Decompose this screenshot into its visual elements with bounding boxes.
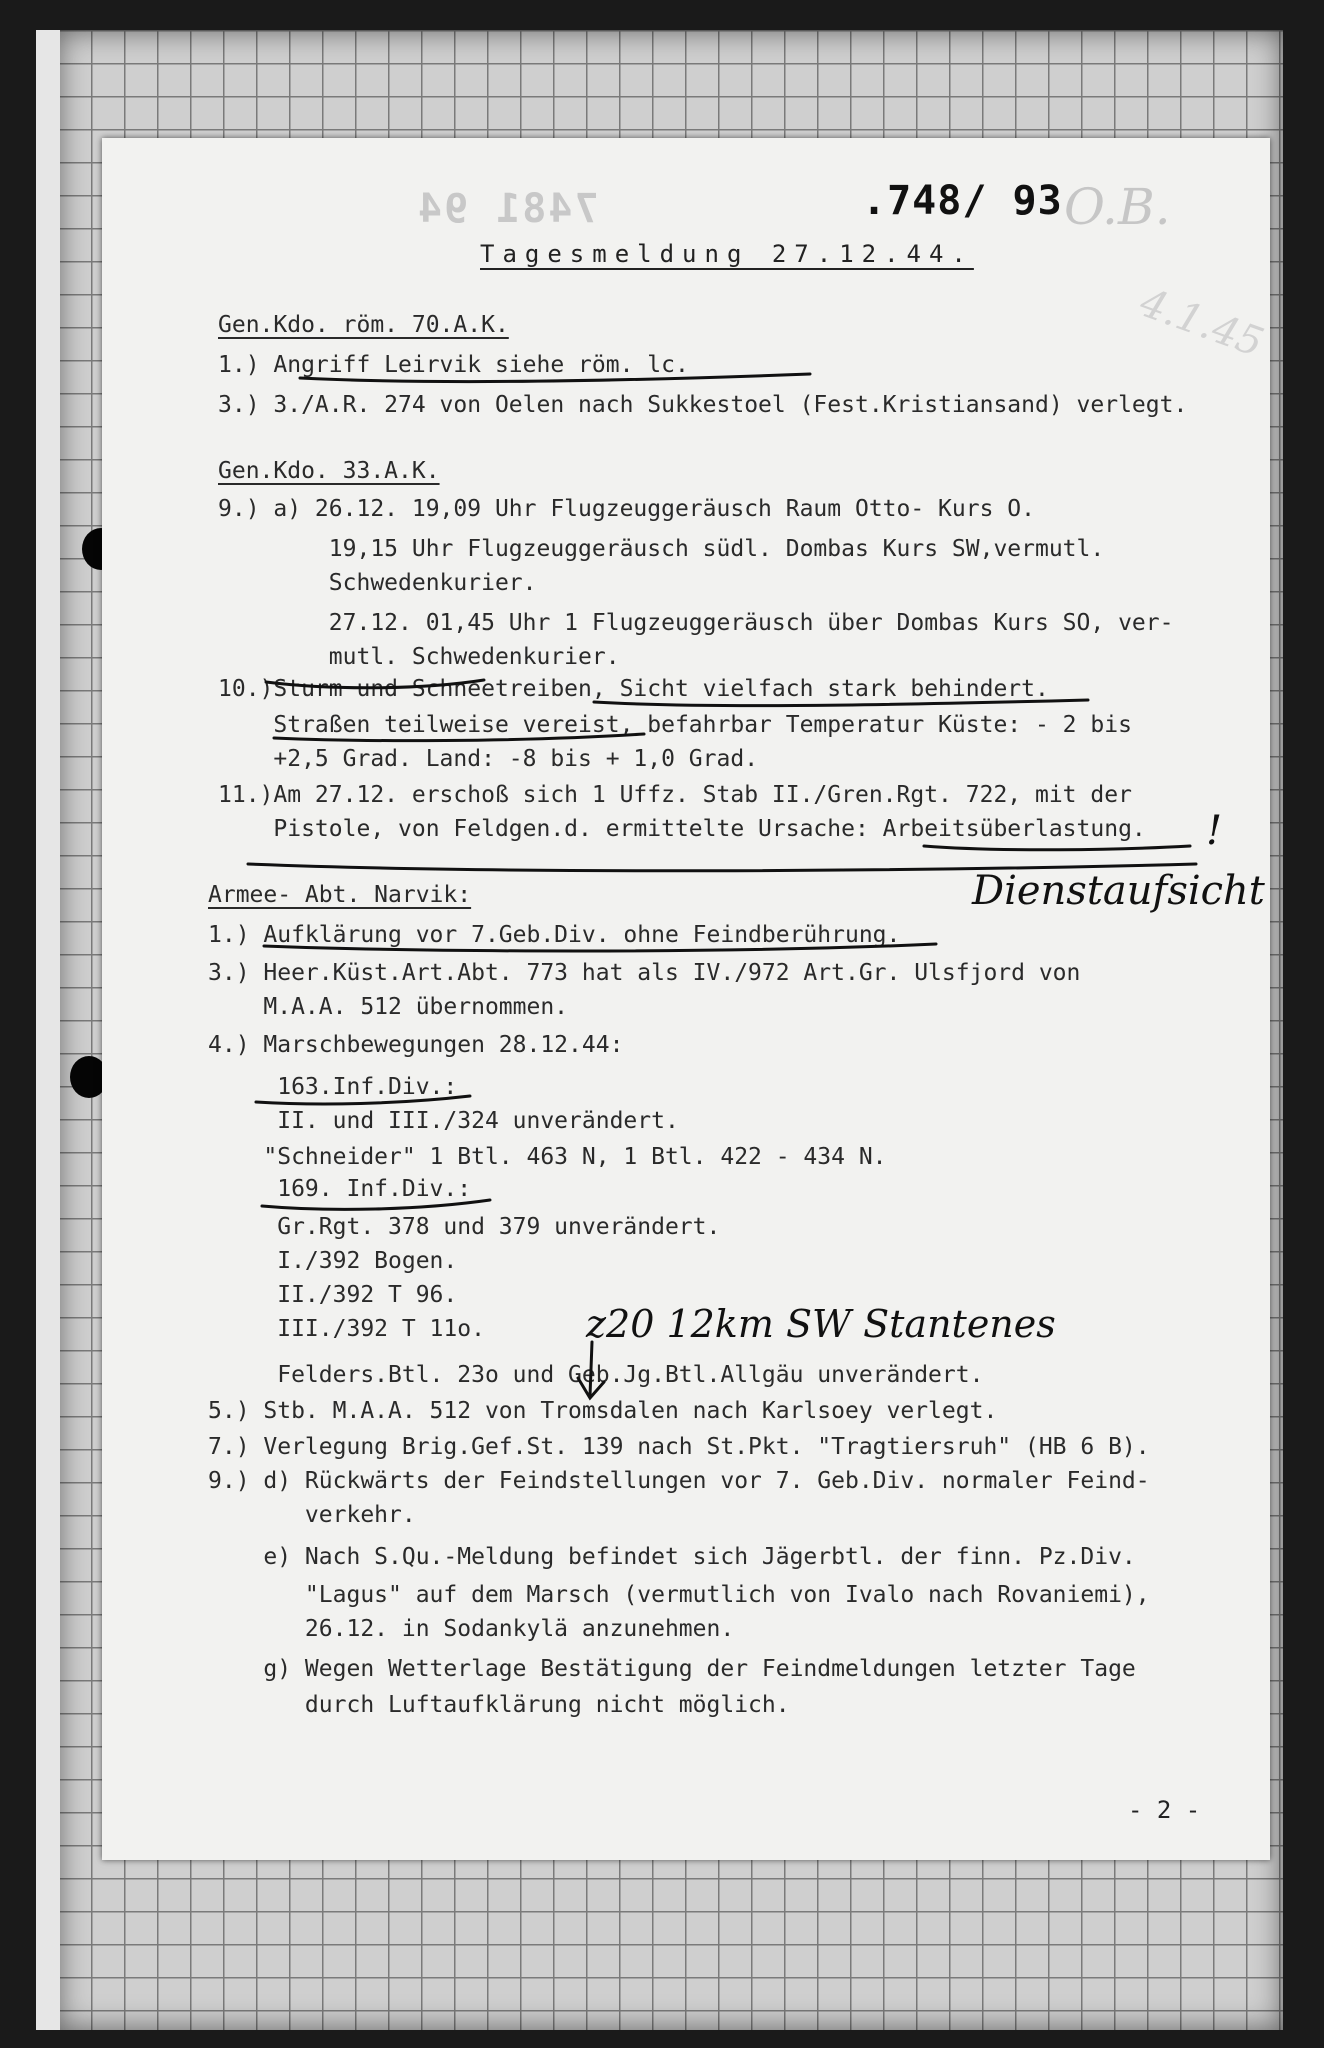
text-line: Felders.Btl. 23o und Geb.Jg.Btl.Allgäu unverändert. — [208, 1362, 984, 1388]
text-line: 19,15 Uhr Flugzeuggeräusch südl. Dombas Kurs SW,vermutl. — [218, 536, 1105, 562]
handwritten-note: z20 12km SW Stantenes — [586, 1302, 1056, 1346]
text-line: 9.) d) Rückwärts der Feindstellungen vor 7. Geb.Div. normaler Feind- — [208, 1468, 1150, 1494]
text-line: "Schneider" 1 Btl. 463 N, 1 Btl. 422 - 434 N. — [208, 1144, 887, 1170]
text-line: 1.) Angriff Leirvik siehe röm. lc. — [218, 352, 689, 378]
ghost-date: 4.1.45 — [1133, 279, 1270, 367]
text-line: 11.)Am 27.12. erschoß sich 1 Uffz. Stab II./Gren.Rgt. 722, mit der — [218, 782, 1132, 808]
text-line: g) Wegen Wetterlage Bestätigung der Feindmeldungen letzter Tage — [208, 1656, 1136, 1682]
text-line: II. und III./324 unverändert. — [208, 1108, 679, 1134]
text-line: Schwedenkurier. — [218, 570, 537, 596]
text-line: Gr.Rgt. 378 und 379 unverändert. — [208, 1214, 721, 1240]
text-line: mutl. Schwedenkurier. — [218, 644, 620, 670]
text-line: II./392 T 96. — [208, 1282, 458, 1308]
text-line: 27.12. 01,45 Uhr 1 Flugzeuggeräusch über Dombas Kurs SO, ver- — [218, 610, 1174, 636]
handwritten-signature-word: Dienstaufsicht — [972, 868, 1265, 914]
section-heading: Armee- Abt. Narvik: — [208, 882, 472, 908]
text-line: e) Nach S.Qu.-Meldung befindet sich Jägerbtl. der finn. Pz.Div. — [208, 1544, 1136, 1570]
text-line: 26.12. in Sodankylä anzunehmen. — [208, 1616, 735, 1642]
section-heading: Gen.Kdo. röm. 70.A.K. — [218, 312, 509, 338]
document-title: Tagesmeldung 27.12.44. — [480, 240, 974, 268]
text-line: +2,5 Grad. Land: -8 bis + 1,0 Grad. — [218, 746, 759, 772]
text-line: III./392 T 11o. — [208, 1316, 485, 1342]
page-number: - 2 - — [1128, 1796, 1201, 1824]
text-line: "Lagus" auf dem Marsch (vermutlich von Ivalo nach Rovaniemi), — [208, 1582, 1150, 1608]
text-line: 1.) Aufklärung vor 7.Geb.Div. ohne Feindberührung. — [208, 922, 901, 948]
text-line: verkehr. — [208, 1502, 416, 1528]
ghost-document-number: 7481 94 — [416, 186, 599, 232]
text-line: 10.)Sturm und Schneetreiben, Sicht vielfach stark behindert. — [218, 676, 1049, 702]
document-number: .748/ 93 — [862, 178, 1063, 224]
text-line: 169. Inf.Div.: — [208, 1176, 472, 1202]
text-line: I./392 Bogen. — [208, 1248, 458, 1274]
text-line: Pistole, von Feldgen.d. ermittelte Ursache: Arbeitsüberlastung. — [218, 816, 1146, 842]
text-line: 3.) Heer.Küst.Art.Abt. 773 hat als IV./972 Art.Gr. Ulsfjord von — [208, 960, 1081, 986]
text-line: 163.Inf.Div.: — [208, 1074, 458, 1100]
ghost-initials: O.B. — [1064, 178, 1171, 236]
text-line: 4.) Marschbewegungen 28.12.44: — [208, 1032, 624, 1058]
text-line: Straßen teilweise vereist, befahrbar Temperatur Küste: - 2 bis — [218, 712, 1132, 738]
handwritten-exclamation: ! — [1206, 808, 1223, 854]
text-line: M.A.A. 512 übernommen. — [208, 994, 569, 1020]
text-line: 3.) 3./A.R. 274 von Oelen nach Sukkestoel (Fest.Kristiansand) verlegt. — [218, 392, 1188, 418]
text-line: 7.) Verlegung Brig.Gef.St. 139 nach St.Pkt. "Tragtiersruh" (HB 6 B). — [208, 1434, 1150, 1460]
text-line: durch Luftaufklärung nicht möglich. — [208, 1692, 790, 1718]
text-line: 9.) a) 26.12. 19,09 Uhr Flugzeuggeräusch Raum Otto- Kurs O. — [218, 496, 1035, 522]
section-heading: Gen.Kdo. 33.A.K. — [218, 458, 440, 484]
text-line: 5.) Stb. M.A.A. 512 von Tromsdalen nach Karlsoey verlegt. — [208, 1398, 998, 1424]
